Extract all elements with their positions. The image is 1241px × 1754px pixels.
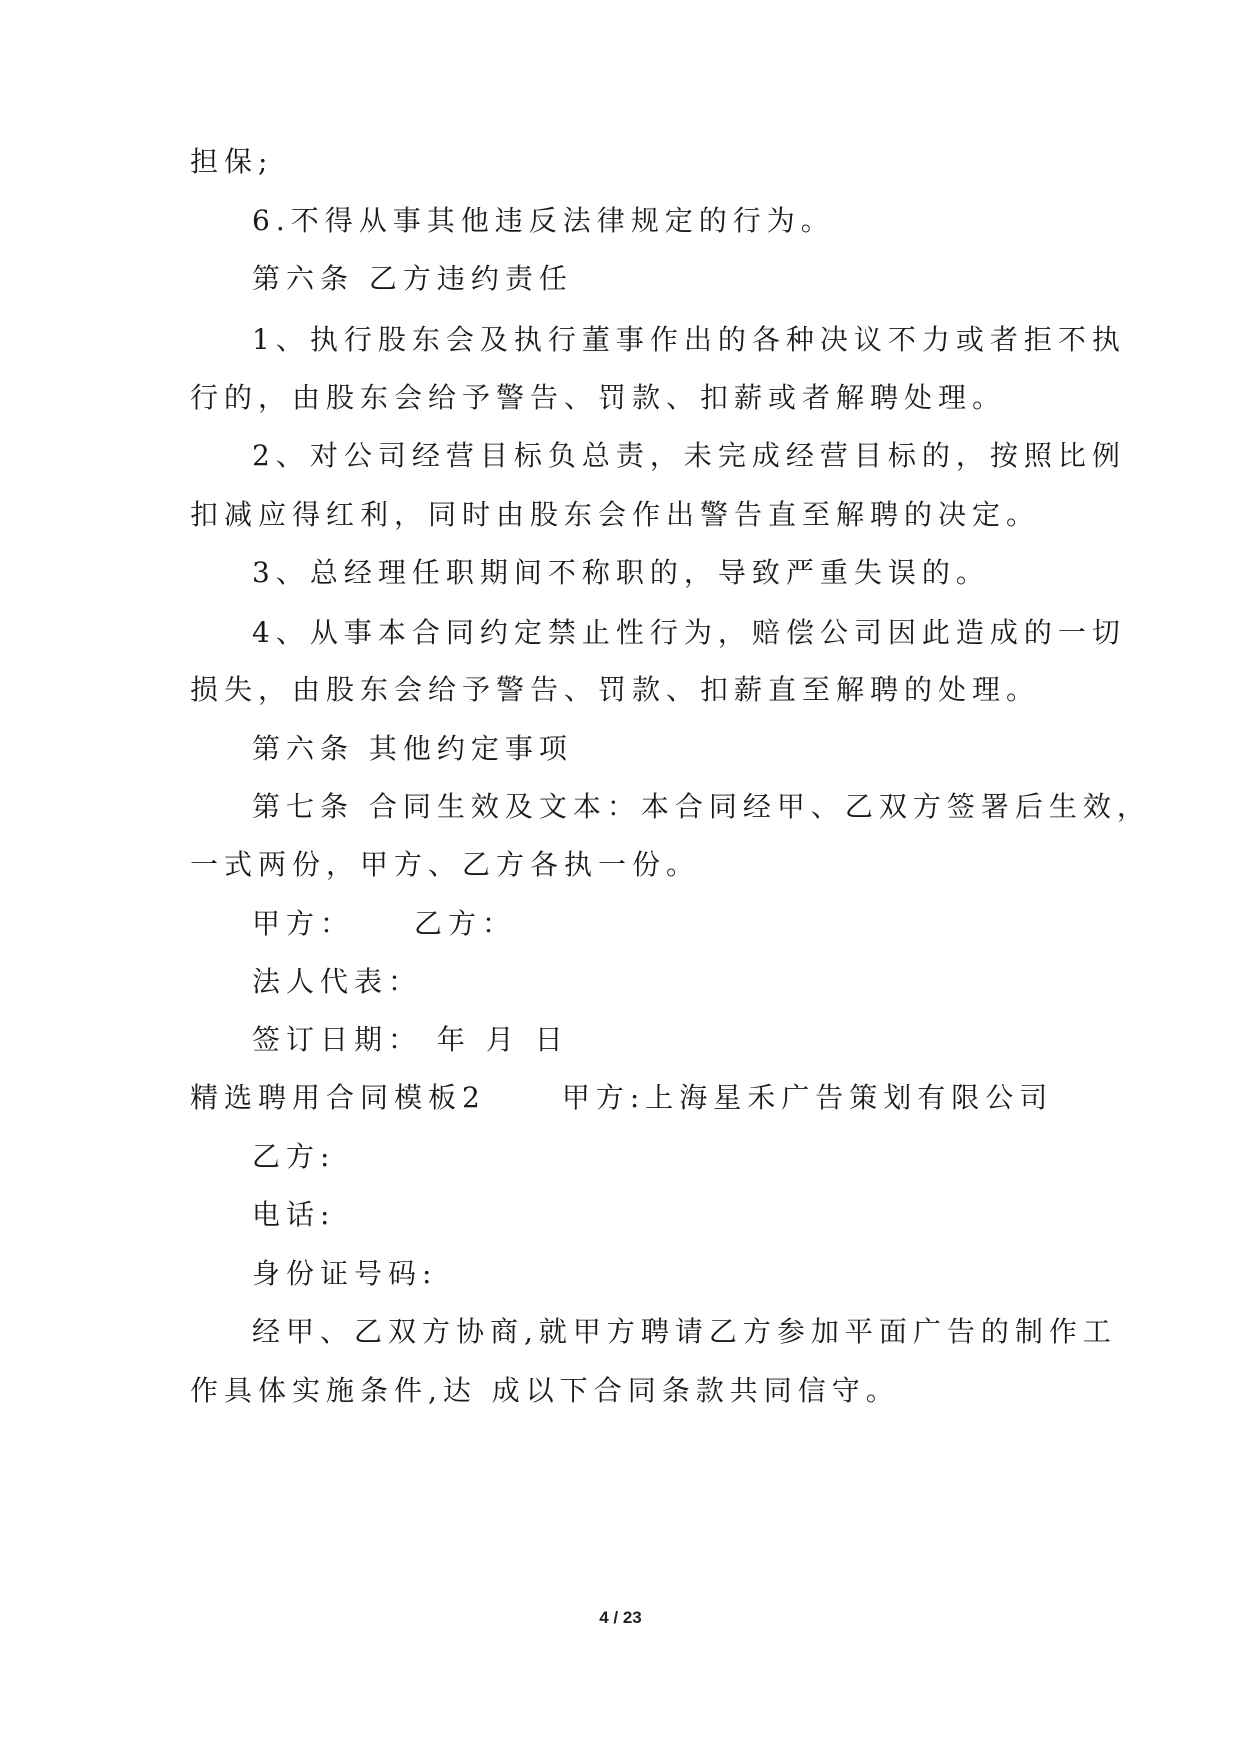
clause-7-line-2: 一式两份，甲方、乙方各执一份。 [190,848,701,881]
template2-intro-line-2: 作具体实施条件,达 成以下合同条款共同信守。 [190,1374,900,1407]
section-heading-other: 第六条 其他约定事项 [252,732,573,765]
legal-representative-label: 法人代表： [252,965,423,998]
template2-header-row [190,1078,1053,1118]
template2-party-a: 甲方:上海星禾广告策划有限公司 [561,1081,1054,1114]
clause-2-line-1: 2、对公司经营目标负总责，未完成经营目标的，按照比例 [252,439,1126,472]
signature-parties [252,904,516,944]
page-number: 4 / 23 [599,1608,642,1627]
clause-1-line-2: 行的，由股东会给予警告、罚款、扣薪或者解聘处理。 [190,381,1007,414]
day-label: 日 [534,1023,569,1056]
template2-intro-line-1: 经甲、乙双方协商,就甲方聘请乙方参加平面广告的制作工 [252,1315,1117,1348]
clause-7-line-1: 第七条 合同生效及文本：本合同经甲、乙双方签署后生效， [252,790,1151,823]
template2-phone: 电话: [252,1198,336,1231]
clause-4-line-2: 损失，由股东会给予警告、罚款、扣薪直至解聘的处理。 [190,673,1041,706]
text-line-1: 担保; [190,145,274,178]
template2-party-b: 乙方: [252,1140,336,1173]
clause-2-line-2: 扣减应得红利，同时由股东会作出警告直至解聘的决定。 [190,498,1041,531]
party-b-label: 乙方： [414,907,517,940]
year-label: 年 [436,1023,471,1056]
template2-id-number: 身份证号码: [252,1257,438,1290]
clause-3: 3、总经理任职期间不称职的，导致严重失误的。 [252,556,990,589]
party-a-label: 甲方： [252,907,355,940]
section-heading-breach: 第六条 乙方违约责任 [252,262,573,295]
sign-date-row [252,1020,569,1060]
template2-title: 精选聘用合同模板2 [190,1081,486,1114]
clause-1-line-1: 1、执行股东会及执行董事作出的各种决议不力或者拒不执 [252,323,1126,356]
text-line-2: 6.不得从事其他违反法律规定的行为。 [252,204,835,237]
clause-4-line-1: 4、从事本合同约定禁止性行为，赔偿公司因此造成的一切 [252,616,1126,649]
sign-date-label: 签订日期： [252,1023,423,1056]
month-label: 月 [485,1023,520,1056]
